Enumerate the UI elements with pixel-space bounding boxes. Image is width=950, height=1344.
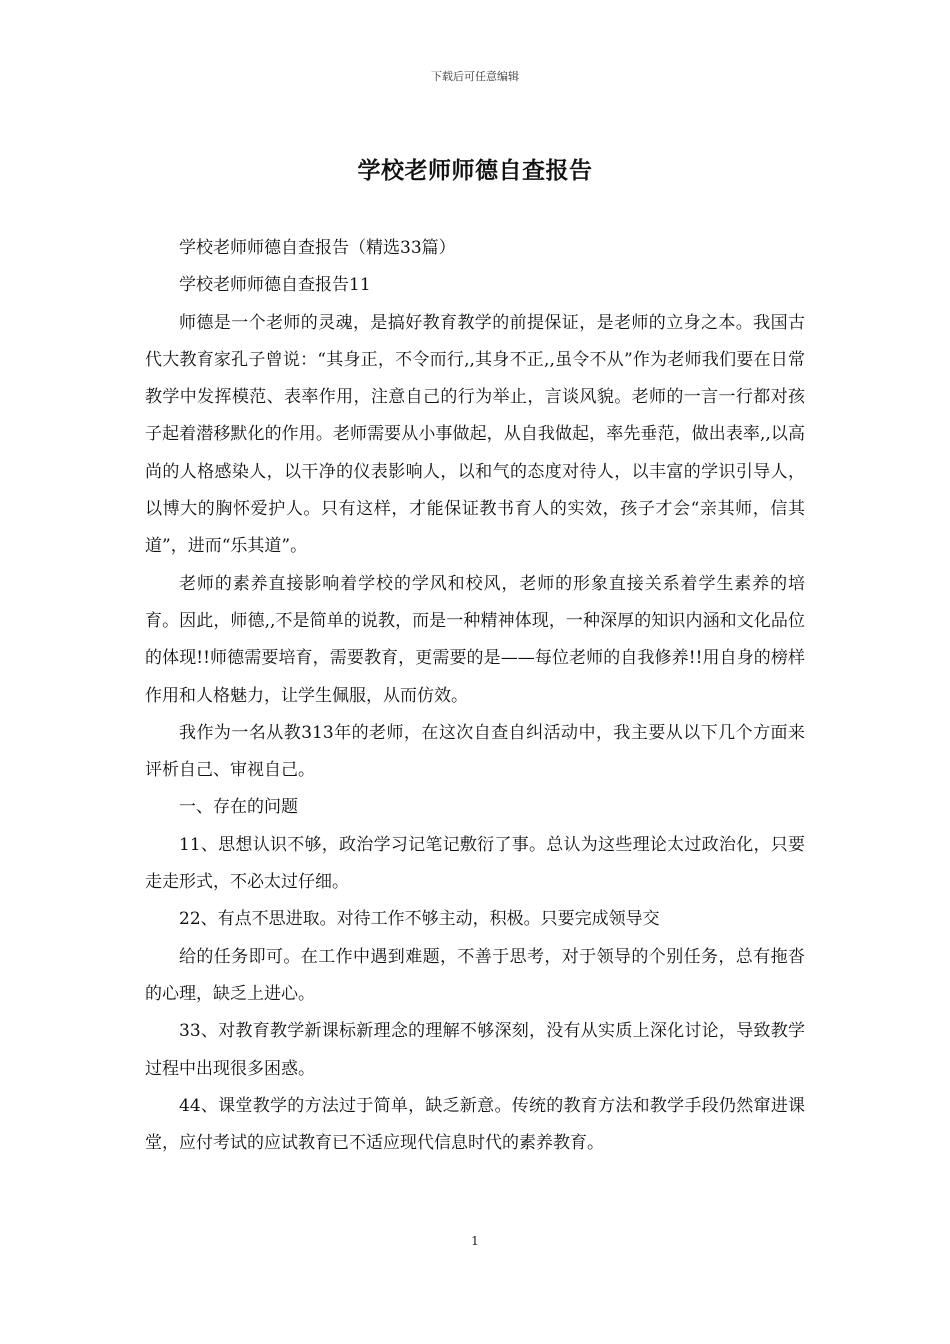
paragraph-item-1: 11、思想认识不够，政治学习记笔记敷衍了事。总认为这些理论太过政治化，只要走走形式，不必太过仔细。	[145, 834, 805, 893]
paragraph: 师德是一个老师的灵魂，是搞好教育教学的前提保证，是老师的立身之本。我国古代大教育家孔子曾说：“其身正，不令而行,,其身不正,,虽令不从”作为老师我们要在日常教学中发挥模范、表率作用，注意自己的行为举止，言谈风貌。老师的一言一行都对孩子起着潜移默化的作用。老师需要从小事做起，从自我做起，率先垂范，做出表率,,以高尚的人格感染人，以干净的仪表影响人，以和气的态度对待人，以丰富的学识引导人，以博大的胸怀爱护人。只有这样，才能保证教书育人的实效，孩子才会“亲其师，信其道”，进而“乐其道”。	[145, 312, 805, 557]
page-number: 1	[471, 1234, 479, 1248]
document-body	[145, 230, 805, 1162]
paragraph-section-heading: 学校老师师德自查报告11	[179, 275, 371, 296]
paragraph: 我作为一名从教313年的老师，在这次自查自纠活动中，我主要从以下几个方面来评析自己、审视自己。	[145, 722, 805, 781]
paragraph-item-2-continued: 给的任务即可。在工作中遇到难题，不善于思考，对于领导的个别任务，总有拖沓的心理，缺乏上进心。	[145, 946, 805, 1004]
paragraph-heading-problems: 一、存在的问题	[179, 797, 298, 818]
document-title: 学校老师师德自查报告	[357, 157, 593, 184]
paragraph: 老师的素养直接影响着学校的学风和校风，老师的形象直接关系着学生素养的培育。因此，师德,,不是简单的说教，而是一种精神体现，一种深厚的知识内涵和文化品位的体现!!师德需要培育，需要教育，更需要的是——每位老师的自我修养!!用自身的榜样作用和人格魅力，让学生佩服，从而仿效。	[145, 573, 805, 706]
header-note: 下载后可任意编辑	[431, 70, 519, 83]
paragraph-item-4: 44、课堂教学的方法过于简单，缺乏新意。传统的教育方法和教学手段仍然窜进课堂，应付考试的应试教育已不适应现代信息时代的素养教育。	[145, 1095, 805, 1154]
paragraph-item-3: 33、对教育教学新课标新理念的理解不够深刻，没有从实质上深化讨论，导致教学过程中出现很多困惑。	[145, 1021, 805, 1079]
paragraph-item-2: 22、有点不思进取。对待工作不够主动，积极。只要完成领导交	[179, 909, 660, 930]
paragraph-subtitle: 学校老师师德自查报告（精选33篇）	[179, 238, 456, 258]
